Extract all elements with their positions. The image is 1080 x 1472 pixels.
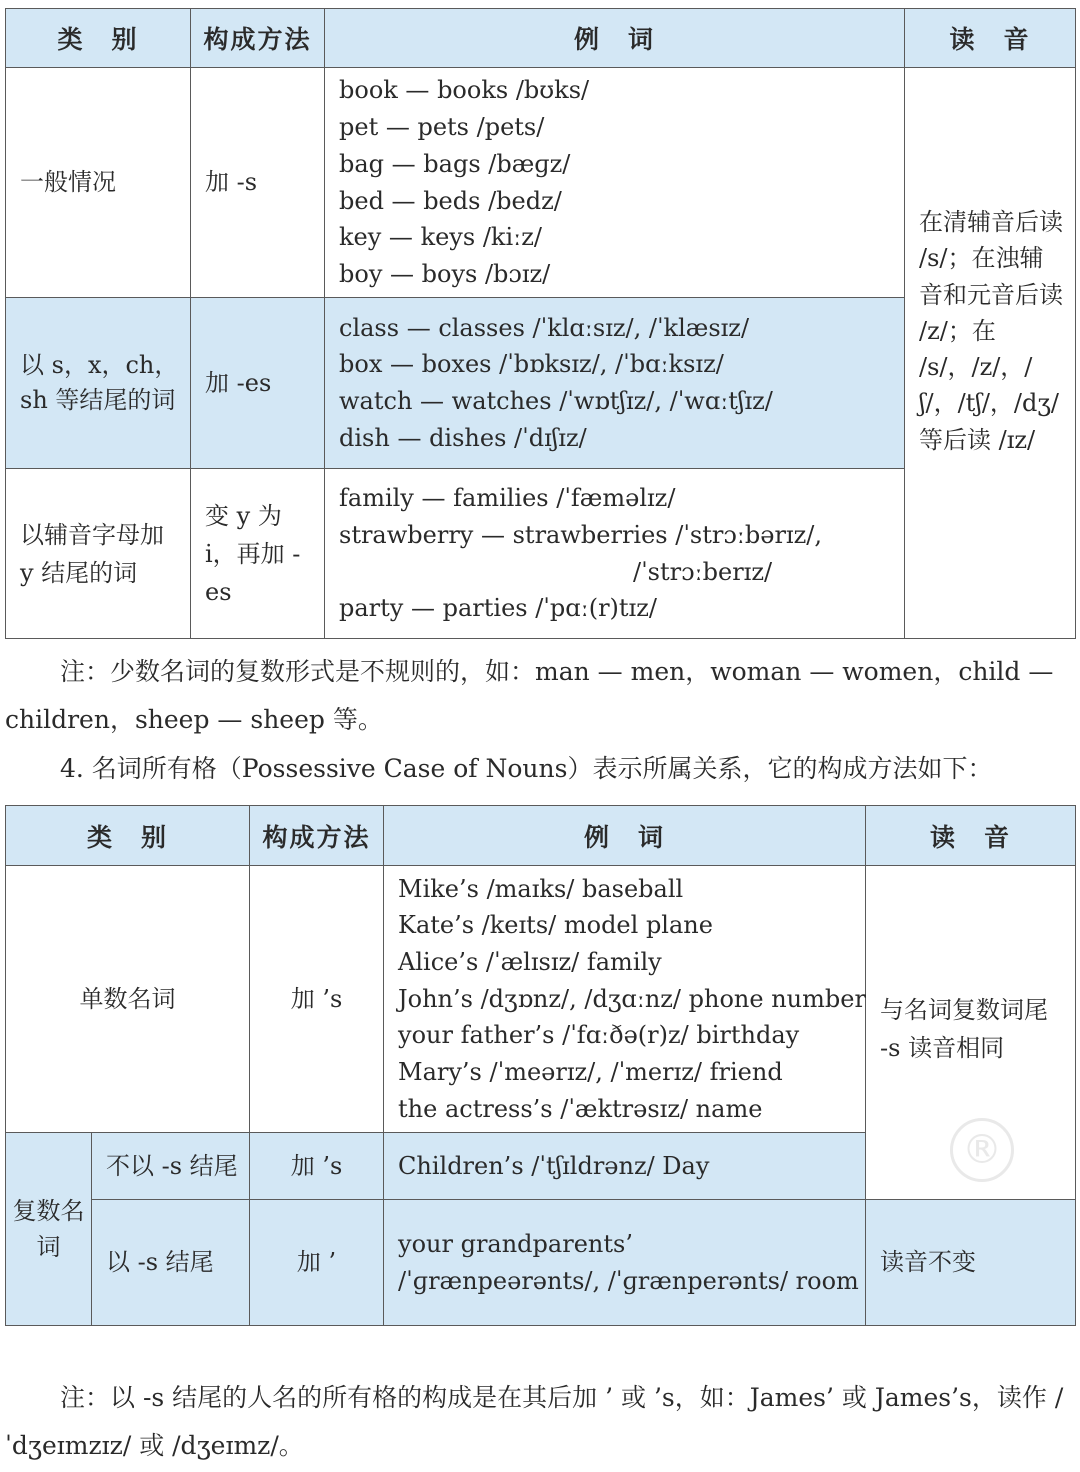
example-line: book — books /bʊks/ [339,76,590,105]
example-line: /ˈstrɔːberɪz/ [633,557,773,586]
example-line: bag — bags /bæɡz/ [339,149,571,178]
method-cell: 加 ’ [250,1200,384,1326]
plural-formation-table [5,8,1076,639]
example-line: /ˈɡrænpeərənts/, /ˈɡrænperənts/ room [398,1266,859,1295]
method-cell: 变 y 为 i，再加 -es [191,469,325,639]
example-line: class — classes /ˈklɑːsɪz/, /ˈklæsɪz/ [339,313,750,342]
reading-cell: 读音不变 [866,1200,1076,1326]
header-reading: 读 音 [905,9,1076,68]
header-category: 类 别 [6,9,191,68]
note-irregular-plurals: 注：少数名词的复数形式是不规则的，如：man — men，woman — women，child — children，sheep — sheep 等。 [5,657,1054,734]
header-examples: 例 词 [325,9,905,68]
method-cell: 加 ’s [250,1133,384,1200]
table-row [6,1200,1076,1326]
example-line: family — families /ˈfæməlɪz/ [339,484,676,513]
examples-cell [384,1200,866,1326]
reading-text: 与名词复数词尾 -s 读音相同 [880,996,1049,1062]
table-row [6,866,1076,1133]
header-method: 构成方法 [191,9,325,68]
category-cell: 复数名词 [6,1133,92,1326]
category-cell: 单数名词 [6,866,250,1133]
example-line: watch — watches /ˈwɒtʃɪz/, /ˈwɑːtʃɪz/ [339,387,773,415]
example-line: Alice’s /ˈælɪsɪz/ family [398,947,662,976]
example-line: your grandparents’ [398,1229,633,1258]
header-reading: 读 音 [866,806,1076,866]
example-line: John’s /dʒɒnz/, /dʒɑːnz/ phone number [398,984,866,1013]
example-line: your father’s /ˈfɑːðə(r)z/ birthday [398,1021,800,1050]
section-heading-possessive: 4. 名词所有格（Possessive Case of Nouns）表示所属关系，它的构成方法如下： [60,754,993,783]
method-cell: 加 -es [191,298,325,469]
reading-cell [905,68,1076,639]
category-cell: 一般情况 [6,68,191,298]
header-category: 类 别 [6,806,250,866]
possessive-case-table [5,805,1076,1326]
example-line: bed — beds /bedz/ [339,186,562,215]
method-cell: 加 ’s [250,866,384,1133]
method-cell: 加 -s [191,68,325,298]
example-line: Mike’s /maɪks/ baseball [398,874,684,903]
category-cell: 以 s，x，ch，sh 等结尾的词 [6,298,191,469]
examples-cell [384,1133,866,1200]
example-line: Kate’s /keɪts/ model plane [398,911,713,940]
example-line: dish — dishes /ˈdɪʃɪz/ [339,423,587,452]
example-line: Children’s /ˈtʃɪldrənz/ Day [398,1151,710,1180]
registered-watermark-icon: ® [950,1118,1014,1182]
subcategory-cell: 不以 -s 结尾 [92,1133,250,1200]
example-line: strawberry — strawberries /ˈstrɔːbərɪz/, [339,520,822,549]
example-line: box — boxes /ˈbɒksɪz/, /ˈbɑːksɪz/ [339,350,724,379]
reading-text: 在清辅音后读 /s/；在浊辅音和元音后读 /z/；在 /s/，/z/，/ʃ/，/tʃ/，/dʒ/ 等后读 /ɪz/ [919,208,1063,454]
header-examples: 例 词 [384,806,866,866]
examples-cell [384,866,866,1133]
examples-cell [325,68,905,298]
example-line: Mary’s /ˈmeərɪz/, /ˈmerɪz/ friend [398,1058,783,1087]
header-method: 构成方法 [250,806,384,866]
examples-cell [325,298,905,469]
example-line: party — parties /ˈpɑː(r)tɪz/ [339,594,657,623]
note-possessive-names: 注：以 -s 结尾的人名的所有格的构成是在其后加 ’ 或 ’s，如：James’ 或 James’s，读作 /ˈdʒeɪmzɪz/ 或 /dʒeɪmz/。 [5,1383,1064,1460]
subcategory-cell: 以 -s 结尾 [92,1200,250,1326]
example-line: boy — boys /bɔɪz/ [339,259,551,288]
category-cell: 以辅音字母加 y 结尾的词 [6,469,191,639]
example-line: key — keys /kiːz/ [339,223,542,252]
example-line: pet — pets /pets/ [339,113,545,142]
examples-cell [325,469,905,639]
example-line: the actress’s /ˈæktrəsɪz/ name [398,1094,763,1123]
table-row [6,68,1076,298]
